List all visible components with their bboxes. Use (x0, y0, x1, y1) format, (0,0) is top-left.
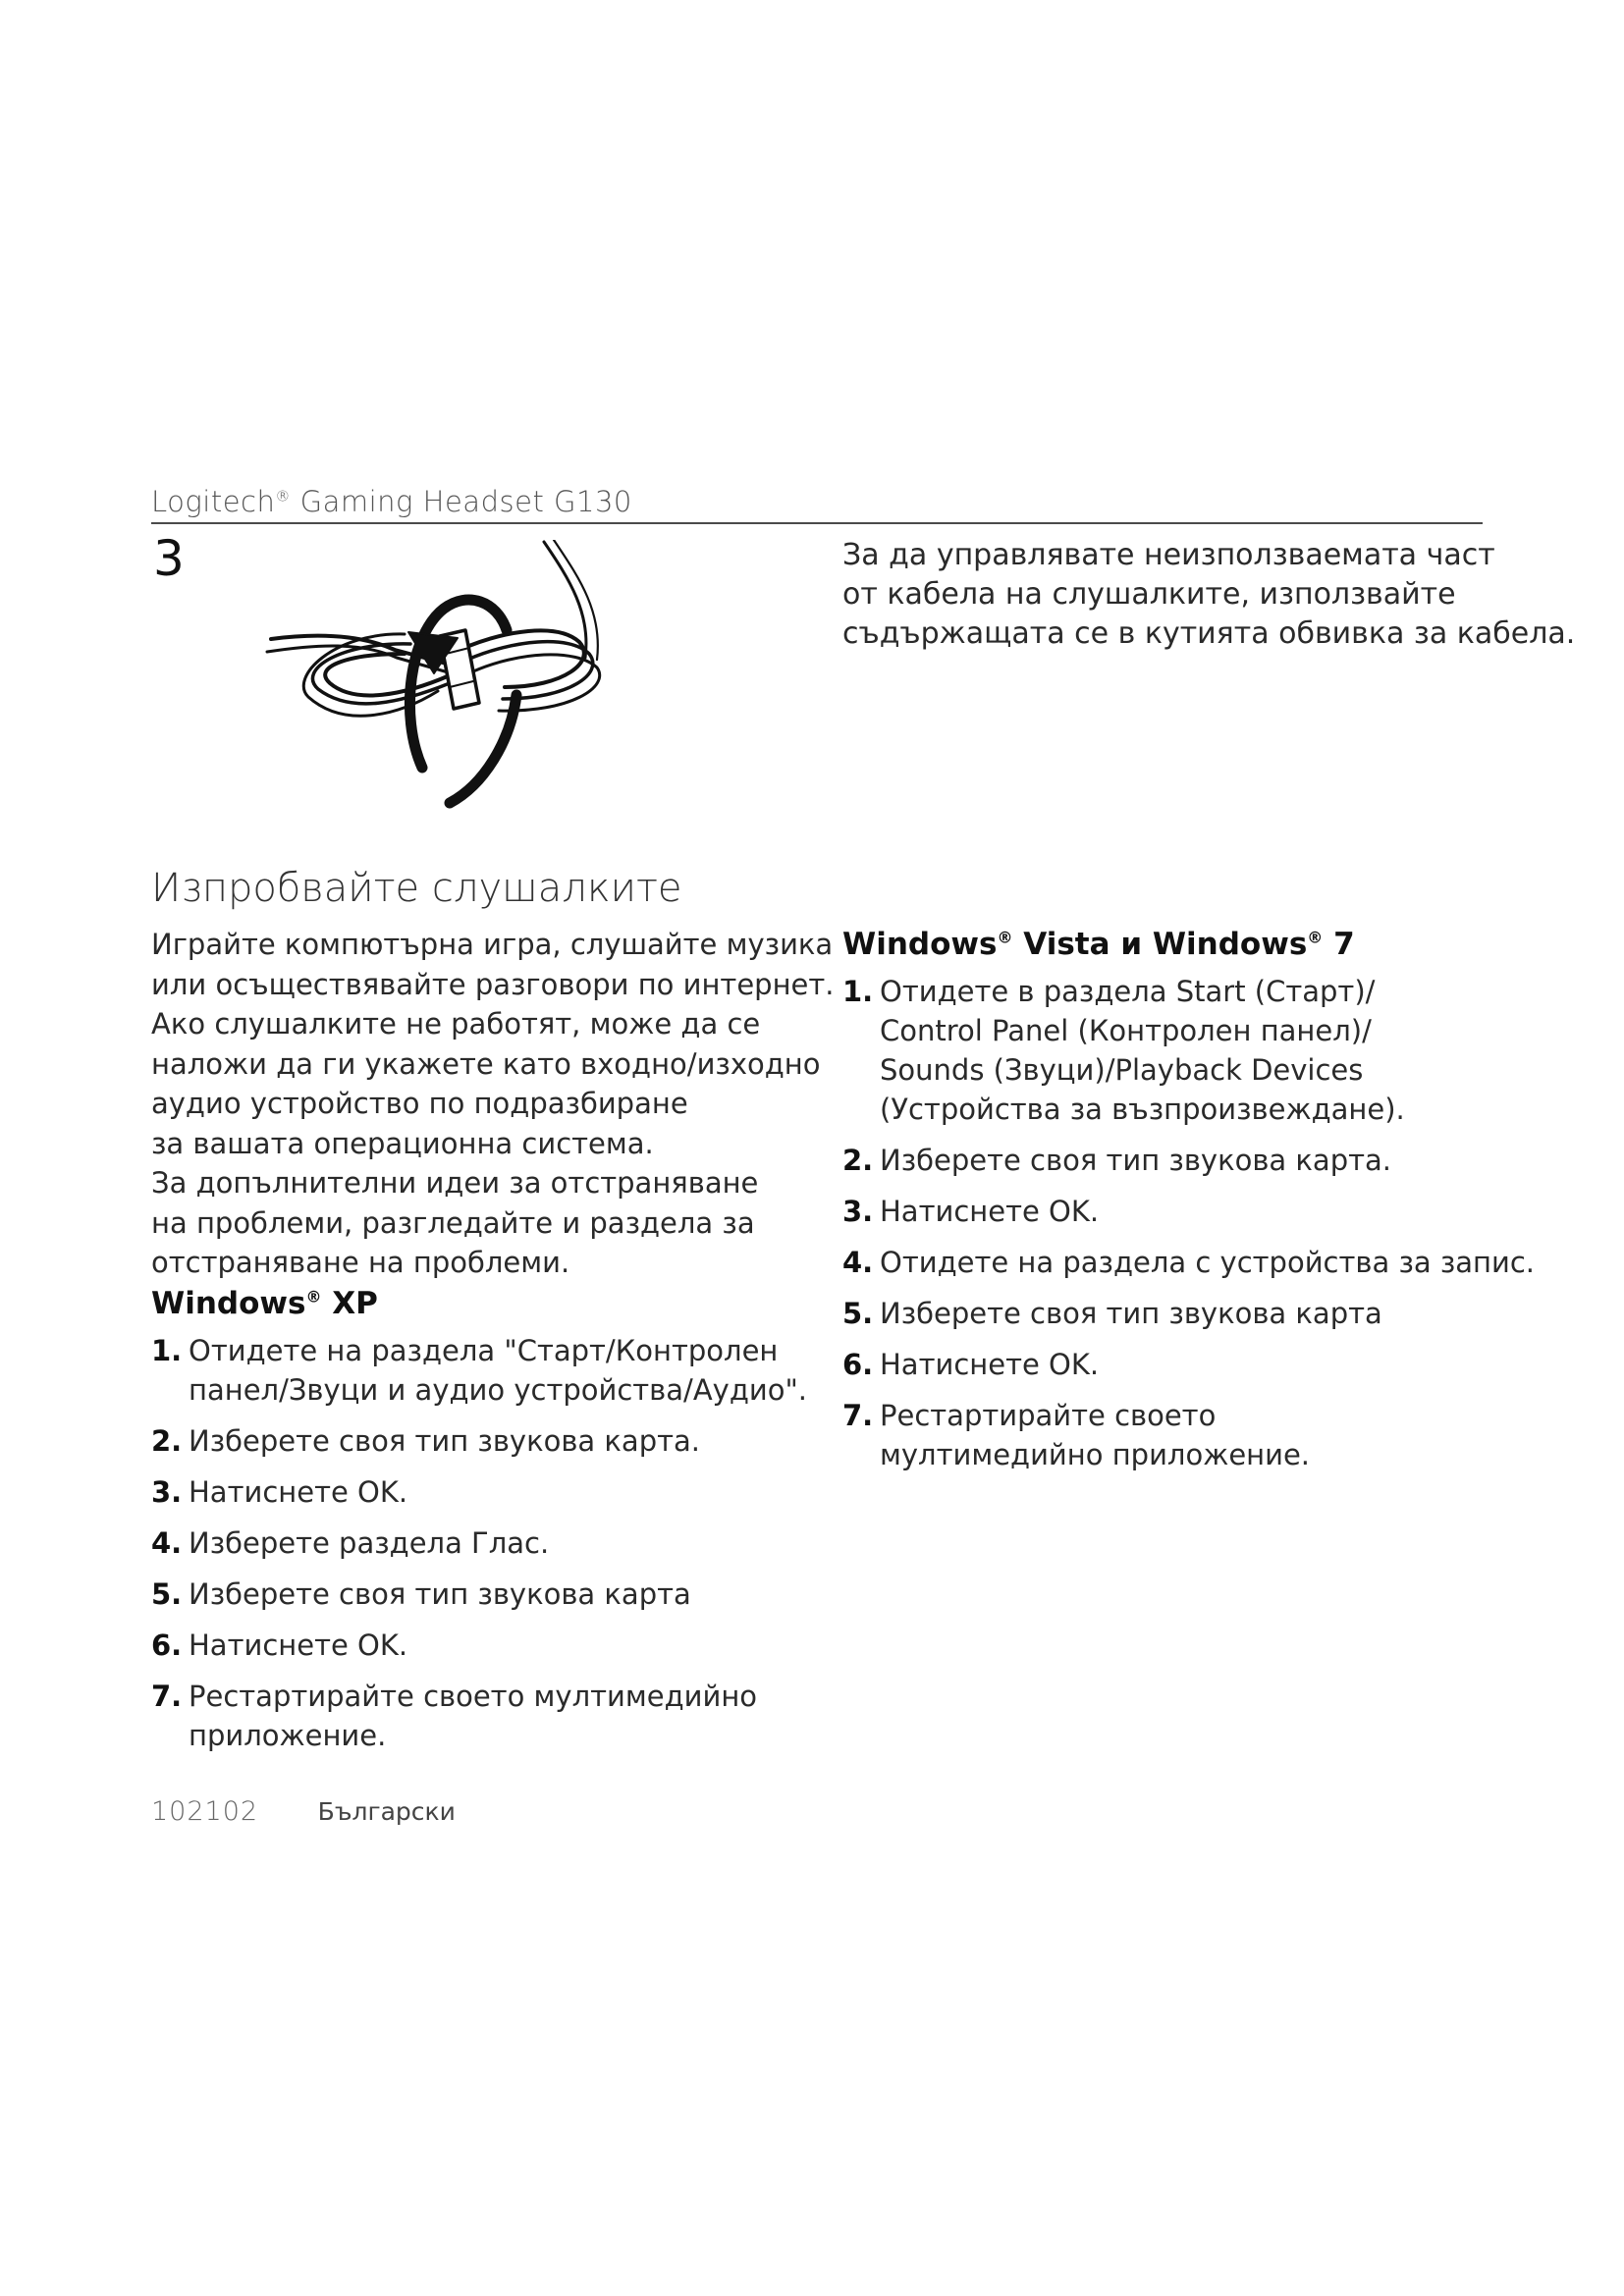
text-line: от кабела на слушалките, използвайте (842, 577, 1456, 612)
text-line: За да управлявате неизползваемата част (842, 538, 1495, 572)
list-item (842, 972, 1490, 1129)
step-num: 4. (151, 1526, 183, 1560)
step-num: 6. (842, 1348, 874, 1381)
step-text: Натиснете OK. (189, 1629, 408, 1662)
list-item (151, 1575, 839, 1614)
header-brand: Logitech (151, 485, 276, 518)
step-text: Натиснете OK. (880, 1348, 1100, 1381)
intro-paragraph (151, 925, 835, 1283)
step-text: Sounds (Звуци)/Playback Devices (880, 1053, 1364, 1087)
cable-wrap-description (842, 536, 1576, 654)
text-line: съдържащата се в кутията обвивка за кабела. (842, 616, 1576, 651)
step-num: 1. (842, 975, 874, 1008)
os-version: 7 (1323, 927, 1355, 962)
step-num: 1. (151, 1334, 183, 1367)
text-line: на проблеми, разгледайте и раздела за (151, 1205, 755, 1240)
step-text: Изберете своя тип звукова карта (189, 1577, 691, 1611)
step-num: 6. (151, 1629, 183, 1662)
windows-xp-title (151, 1286, 378, 1321)
text-line: За допълнителни идеи за отстраняване (151, 1166, 759, 1200)
text-line: или осъществявайте разговори по интернет. (151, 967, 835, 1001)
os-name: Windows (151, 1286, 306, 1321)
header-product: Gaming Headset G130 (290, 485, 632, 518)
list-item (151, 1421, 839, 1461)
step-text: панел/Звуци и аудио устройства/Аудио". (189, 1373, 808, 1407)
list-item (842, 1141, 1490, 1180)
list-item (842, 1294, 1490, 1333)
step-text: приложение. (189, 1719, 387, 1752)
os-version: XP (321, 1286, 378, 1321)
list-item (151, 1331, 839, 1410)
page-footer (151, 1796, 456, 1827)
list-item (842, 1345, 1490, 1384)
text-line: Играйте компютърна игра, слушайте музика (151, 928, 834, 961)
text-line: наложи да ги укажете като входно/изходно (151, 1046, 821, 1081)
step-text: Изберете своя тип звукова карта. (880, 1144, 1391, 1177)
list-item (151, 1523, 839, 1563)
language-label: Български (317, 1797, 456, 1826)
step-text: Рестартирайте своето (880, 1399, 1217, 1432)
step-text: Отидете в раздела Start (Старт)/ (880, 975, 1376, 1008)
step-text: Рестартирайте своето мултимедийно (189, 1680, 758, 1713)
step-num: 2. (151, 1424, 183, 1458)
header-title (151, 485, 632, 518)
step-num: 5. (151, 1577, 183, 1611)
windows-vista-7-title (842, 927, 1355, 962)
step-text: Натиснете OK. (880, 1195, 1100, 1228)
step-text: (Устройства за възпроизвеждане). (880, 1093, 1405, 1126)
registered-mark: ® (997, 928, 1013, 947)
page-number: 102102 (151, 1796, 259, 1827)
windows-vista-7-steps (842, 972, 1536, 1486)
text-line: отстраняване на проблеми. (151, 1246, 570, 1279)
text-line: за вашата операционна система. (151, 1126, 654, 1160)
list-item (151, 1472, 839, 1512)
step-num: 7. (151, 1680, 183, 1713)
list-item (842, 1192, 1490, 1231)
step-num: 7. (842, 1399, 874, 1432)
list-item (842, 1243, 1536, 1282)
step-num: 5. (842, 1297, 874, 1330)
step-text: Натиснете OK. (189, 1475, 408, 1509)
header-registered-mark: ® (275, 487, 291, 506)
step-num: 3. (151, 1475, 183, 1509)
registered-mark: ® (1307, 928, 1324, 947)
list-item (151, 1677, 839, 1755)
step-text: Control Panel (Контролен панел)/ (880, 1014, 1372, 1047)
os-name: Vista и Windows (1012, 927, 1308, 962)
text-line: аудио устройство по подразбиране (151, 1087, 688, 1120)
step-num: 2. (842, 1144, 874, 1177)
cable-wrap-illustration-icon (257, 540, 681, 815)
section-title: Изпробвайте слушалките (151, 866, 682, 911)
text-line: Ако слушалките не работят, може да се (151, 1007, 761, 1041)
step-text: Отидете на раздела "Старт/Контролен (189, 1334, 779, 1367)
step-text: Изберете своя тип звукова карта (880, 1297, 1382, 1330)
page-header (151, 485, 1483, 524)
registered-mark: ® (305, 1287, 322, 1307)
step-num: 3. (842, 1195, 874, 1228)
windows-xp-steps (151, 1331, 839, 1767)
os-name: Windows (842, 927, 998, 962)
step-text: Изберете раздела Глас. (189, 1526, 550, 1560)
step-text: Отидете на раздела с устройства за запис. (880, 1246, 1536, 1279)
step-text: мултимедийно приложение. (880, 1438, 1311, 1471)
list-item (842, 1396, 1490, 1474)
step-number: 3 (153, 530, 185, 587)
list-item (151, 1626, 839, 1665)
step-num: 4. (842, 1246, 874, 1279)
step-text: Изберете своя тип звукова карта. (189, 1424, 700, 1458)
